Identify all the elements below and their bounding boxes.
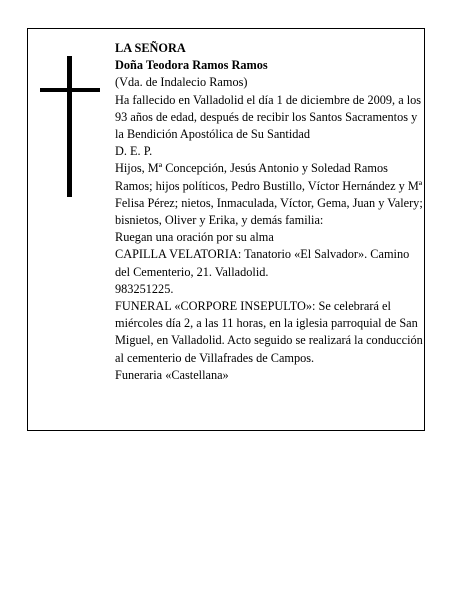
phone-number: 983251225.: [115, 281, 174, 296]
dep-text: D. E. P.: [115, 144, 153, 159]
notice-heading: LA SEÑORA: [115, 41, 186, 55]
cross-icon: [28, 29, 29, 30]
funeral-home: Funeraria «Castellana»: [115, 367, 229, 382]
cross-vertical-bar: [67, 56, 72, 197]
obituary-notice: [27, 28, 425, 431]
family-list: Hijos, Mª Concepción, Jesús Antonio y Soledad Ramos Ramos; hijos políticos, Pedro Bustillo, Víctor Hernández y Mª Felisa Pérez; nietos, Inmaculada, Víctor, Gema, Juan y Valery; bisnietos, Oliver y Erika, y demás familia:: [115, 161, 423, 228]
cross-horizontal-bar: [40, 88, 100, 92]
widow-of: (Vda. de Indalecio Ramos): [115, 75, 248, 90]
death-statement: Ha fallecido en Valladolid el día 1 de diciembre de 2009, a los 93 años de edad, después de recibir los Santos Sacramentos y la Bendición Apostólica de Su Santidad: [115, 92, 422, 142]
prayer-request: Ruegan una oración por su alma: [115, 230, 274, 245]
funeral-details: FUNERAL «CORPORE INSEPULTO»: Se celebrará el miércoles día 2, a las 11 horas, en la iglesia parroquial de San Miguel, en Valladolid. Acto seguido se realizará la conducción al cementerio de Villafrades de Campos.: [115, 299, 423, 365]
notice-text: [115, 40, 425, 384]
deceased-name: Doña Teodora Ramos Ramos: [115, 58, 268, 73]
wake-chapel: CAPILLA VELATORIA: Tanatorio «El Salvador». Camino del Cementerio, 21. Valladolid.: [115, 247, 410, 279]
